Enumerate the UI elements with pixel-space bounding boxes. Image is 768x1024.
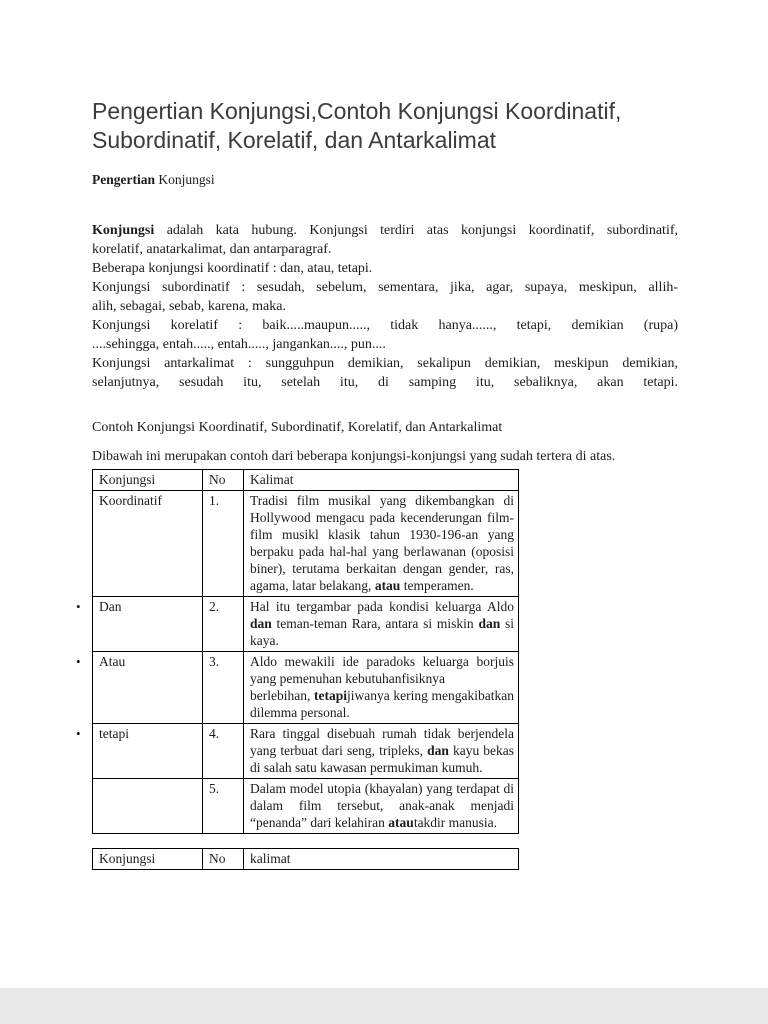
document-title xyxy=(92,97,678,155)
cell-kalimat: Aldo mewakili ide paradoks keluarga borjuis yang pemenuhan kebutuhanfisiknya berlebihan, tetapijiwanya kering mengakibatkan dilemma personal. xyxy=(244,652,519,724)
cell-konjungsi xyxy=(93,491,203,597)
paragraph-line: Konjungsi adalah kata hubung. Konjungsi terdiri atas konjungsi koordinatif, subordinatif, xyxy=(92,223,678,238)
konjungsi-label: Dan xyxy=(99,599,122,614)
cell-no: 1. xyxy=(203,491,244,597)
cell-kalimat: Rara tinggal disebuah rumah tidak berjendela yang terbuat dari seng, tripleks, dan kayu bekas di salah satu kawasan permukiman kumuh. xyxy=(244,724,519,779)
second-table xyxy=(92,848,519,870)
header-kalimat: kalimat xyxy=(244,849,519,870)
header-no: No xyxy=(203,470,244,491)
cell-no: 2. xyxy=(203,597,244,652)
konjungsi-label: Koordinatif xyxy=(99,493,162,508)
konjungsi-label: Atau xyxy=(99,654,126,669)
konjungsi-label: tetapi xyxy=(99,726,129,741)
section-heading-rest: Konjungsi xyxy=(155,172,215,187)
cell-konjungsi xyxy=(76,724,203,779)
paragraph-line: alih, sebagai, sebab, karena, maka. xyxy=(92,299,286,314)
header-kalimat: Kalimat xyxy=(244,470,519,491)
cell-kalimat: Dalam model utopia (khayalan) yang terdapat di dalam film tersebut, anak-anak menjadi “penanda” dari kelahiran atautakdir manusia. xyxy=(244,779,519,834)
page-gap xyxy=(0,988,768,1024)
conjunction-examples-table xyxy=(76,469,519,834)
cell-no: 5. xyxy=(203,779,244,834)
paragraph-line: Beberapa konjungsi koordinatif : dan, atau, tetapi. xyxy=(92,261,373,276)
examples-intro-text: Dibawah ini merupakan contoh dari beberapa konjungsi-konjungsi yang sudah tertera di atas. xyxy=(92,449,616,464)
definition-paragraph xyxy=(92,221,678,392)
table-header-row xyxy=(93,849,519,870)
paragraph-line: korelatif, anatarkalimat, dan antarparagraf. xyxy=(92,242,332,257)
cell-kalimat: Hal itu tergambar pada kondisi keluarga Aldo dan teman-teman Rara, antara si miskin dan si kaya. xyxy=(244,597,519,652)
table-row xyxy=(93,597,519,652)
bullet-icon: • xyxy=(76,599,81,614)
bullet-icon: • xyxy=(76,726,81,741)
header-konjungsi: Konjungsi xyxy=(93,849,203,870)
cell-kalimat: Tradisi film musikal yang dikembangkan di Hollywood mengacu pada kecenderungan film-film musikl klasik tahun 1930-196-an yang berpaku pada hal-hal yang berlawanan (oposisi biner), terutama berkaitan dengan gender, ras, agama, latar belakang, atau temperamen. xyxy=(244,491,519,597)
table-header-row xyxy=(93,470,519,491)
cell-no: 3. xyxy=(203,652,244,724)
section-heading-bold: Pengertian xyxy=(92,172,155,187)
header-konjungsi: Konjungsi xyxy=(93,470,203,491)
cell-konjungsi xyxy=(93,779,203,834)
document-page xyxy=(76,0,678,870)
header-no: No xyxy=(203,849,244,870)
paragraph-line: Konjungsi antarkalimat : sungguhpun demikian, sekalipun demikian, meskipun demikian, xyxy=(92,356,678,371)
paragraph-line: Konjungsi subordinatif : sesudah, sebelum, sementara, jika, agar, supaya, meskipun, allih- xyxy=(92,280,678,295)
paragraph-line: selanjutnya, sesudah itu, setelah itu, di samping itu, sebaliknya, akan tetapi. xyxy=(92,375,678,390)
cell-konjungsi xyxy=(76,652,203,724)
examples-section-heading: Contoh Konjungsi Koordinatif, Subordinatif, Korelatif, dan Antarkalimat xyxy=(92,420,503,435)
section-heading-pengertian xyxy=(92,172,678,188)
document-title-line1: Pengertian Konjungsi,Contoh Konjungsi Koordinatif, xyxy=(92,98,622,124)
table-row xyxy=(93,724,519,779)
bullet-icon: • xyxy=(76,654,81,669)
table-row xyxy=(93,491,519,597)
cell-konjungsi xyxy=(76,597,203,652)
paragraph-line: Konjungsi korelatif : baik.....maupun....., tidak hanya......, tetapi, demikian (rupa) xyxy=(92,318,678,333)
document-title-line2: Subordinatif, Korelatif, dan Antarkalimat xyxy=(92,127,497,153)
paragraph-line: ....sehingga, entah....., entah....., jangankan...., pun.... xyxy=(92,337,386,352)
table-row xyxy=(93,779,519,834)
table-row xyxy=(93,652,519,724)
cell-no: 4. xyxy=(203,724,244,779)
